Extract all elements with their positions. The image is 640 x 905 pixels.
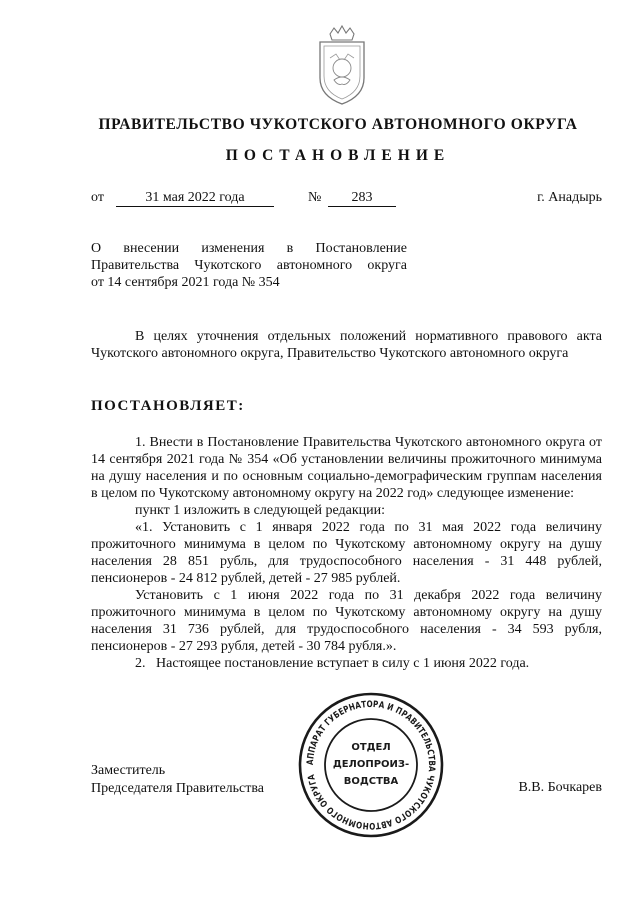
- signatory-title-line: Председателя Правительства: [91, 781, 265, 796]
- subject-line: Правительства Чукотского автономного округа: [91, 258, 407, 273]
- decree-heading: ПОСТАНОВЛЯЕТ:: [91, 398, 245, 414]
- preamble-paragraph: В целях уточнения отдельных положений нормативного правового акта Чукотского автономного округа, Правительство Чукотского автономного округа: [91, 329, 602, 361]
- signatory-title-line: Заместитель: [91, 763, 166, 778]
- svg-text:ОТДЕЛ: ОТДЕЛ: [351, 742, 391, 753]
- document-subject: [91, 240, 407, 291]
- svg-text:ВОДСТВА: ВОДСТВА: [343, 776, 399, 787]
- city-name: г. Анадырь: [537, 190, 602, 205]
- subject-line: от 14 сентября 2021 года № 354: [91, 275, 280, 290]
- item-2-paragraph: 2. Настоящее постановление вступает в силу с 1 июня 2022 года.: [135, 656, 530, 671]
- document-number: 283: [328, 190, 396, 207]
- svg-text:АППАРАТ ГУБЕРНАТОРА И ПРАВИТЕЛ: АППАРАТ ГУБЕРНАТОРА И ПРАВИТЕЛЬСТВА ЧУКОТСКОГО АВТОНОМНОГО ОКРУГА: [305, 699, 437, 831]
- decree-body: [91, 434, 602, 672]
- organization-title: ПРАВИТЕЛЬСТВО ЧУКОТСКОГО АВТОНОМНОГО ОКРУГА: [98, 116, 578, 133]
- subject-line: О внесении изменения в Постановление: [91, 241, 407, 256]
- signatory-title: [91, 762, 264, 798]
- item-1-quote-1: «1. Установить с 1 января 2022 года по 31 мая 2022 года величину прожиточного минимума в целом по Чукотскому автономному округу на душу населения 28 851 рубль, для трудоспособного населения - 31 448 рублей, пенсионеров - 24 812 рублей, детей - 27 985 рублей.: [91, 520, 602, 586]
- svg-text:ДЕЛОПРОИЗ-: ДЕЛОПРОИЗ-: [332, 759, 410, 770]
- item-1-paragraph: 1. Внести в Постановление Правительства Чукотского автономного округа от 14 сентября 2021 года № 354 «Об установлении величины прожиточного минимума на душу населения и по основным социально-демографическим группам населения в целом по Чукотскому автономному округу на 2022 год» следующее изменение:: [91, 435, 602, 501]
- signatory-name: В.В. Бочкарев: [518, 780, 602, 795]
- item-1-subparagraph: пункт 1 изложить в следующей редакции:: [135, 503, 385, 518]
- item-1-quote-2: Установить с 1 июня 2022 года по 31 декабря 2022 года величину прожиточного минимума в целом по Чукотскому автономному округу на душу населения 31 736 рублей, для трудоспособного населения - 34 593 рубля, пенсионеров - 27 293 рубля, детей - 30 784 рубля.».: [91, 588, 602, 654]
- date-label: от: [91, 190, 104, 205]
- document-type-title: ПОСТАНОВЛЕНИЕ: [225, 147, 451, 164]
- coat-of-arms-emblem: [306, 24, 378, 106]
- official-stamp: [296, 690, 446, 840]
- number-label: №: [308, 190, 322, 205]
- document-date: 31 мая 2022 года: [116, 190, 274, 207]
